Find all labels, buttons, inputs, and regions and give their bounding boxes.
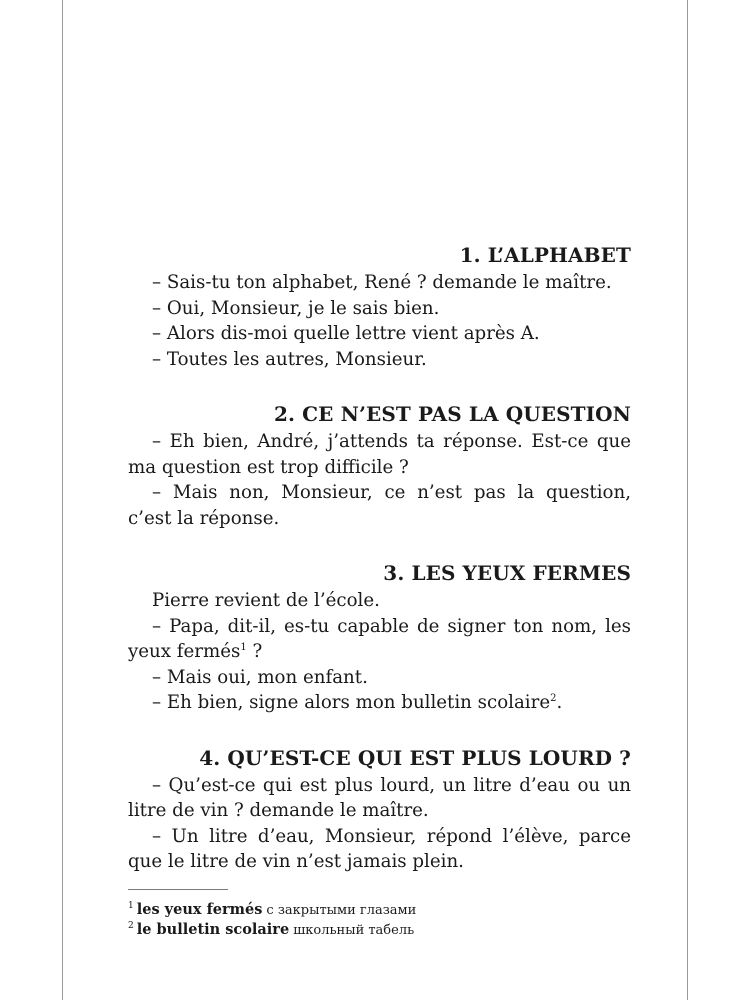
footnote-number: 1 xyxy=(128,901,134,912)
footnote-gloss: с закрытыми глазами xyxy=(266,903,417,918)
paragraph: – Mais non, Monsieur, ce n’est pas la question, c’est la réponse. xyxy=(128,482,631,529)
footnote xyxy=(128,900,528,920)
section-heading: 4. QU’EST-CE QUI EST PLUS LOURD ? xyxy=(199,745,631,770)
footnote-marker: 2 xyxy=(550,692,557,704)
footnote-marker: 1 xyxy=(240,641,247,653)
paragraph: Pierre revient de l’école. xyxy=(152,590,380,611)
paragraph-text: – Eh bien, signe alors mon bulletin scolaire xyxy=(152,692,551,713)
page-content xyxy=(128,240,631,902)
footnote-term: les yeux fermés xyxy=(136,901,263,918)
paragraph-tail: ? xyxy=(246,641,263,662)
section-alphabet xyxy=(128,240,631,372)
section-question xyxy=(128,399,631,531)
paragraph-text: – Papa, dit-il, es-tu capable de signer ton nom, les yeux fermés xyxy=(128,615,631,662)
section-eyes-closed xyxy=(128,558,631,716)
section-heading: 2. CE N’EST PAS LA QUESTION xyxy=(274,402,631,426)
paragraph: – Toutes les autres, Monsieur. xyxy=(152,348,427,370)
footnotes xyxy=(128,889,528,940)
paragraph: – Un litre d’eau, Monsieur, répond l’élève, parce que le litre de vin n’est jamais plein. xyxy=(128,825,631,872)
footnote xyxy=(128,920,528,940)
paragraph: – Qu’est-ce qui est plus lourd, un litre d’eau ou un litre de vin ? demande le maître. xyxy=(128,774,631,821)
paragraph: – Eh bien, André, j’attends ta réponse. Est-ce que ma question est trop difficile ? xyxy=(128,431,631,478)
paragraph: – Oui, Monsieur, je le sais bien. xyxy=(152,297,440,319)
section-heading: 3. LES YEUX FERMES xyxy=(383,561,631,585)
paragraph: – Sais-tu ton alphabet, René ? demande le maître. xyxy=(152,272,612,293)
footnote-number: 2 xyxy=(128,921,134,932)
footnote-divider xyxy=(128,889,228,890)
paragraph-tail: . xyxy=(556,692,563,713)
paragraph xyxy=(128,614,631,665)
section-heavier xyxy=(128,743,631,875)
footnote-gloss: школьный табель xyxy=(293,923,415,938)
footnote-term: le bulletin scolaire xyxy=(136,921,290,938)
paragraph: – Mais oui, mon enfant. xyxy=(152,666,368,688)
section-heading: 1. L’ALPHABET xyxy=(459,243,631,267)
paragraph: – Alors dis-moi quelle lettre vient après A. xyxy=(152,323,540,344)
paragraph xyxy=(128,690,631,716)
